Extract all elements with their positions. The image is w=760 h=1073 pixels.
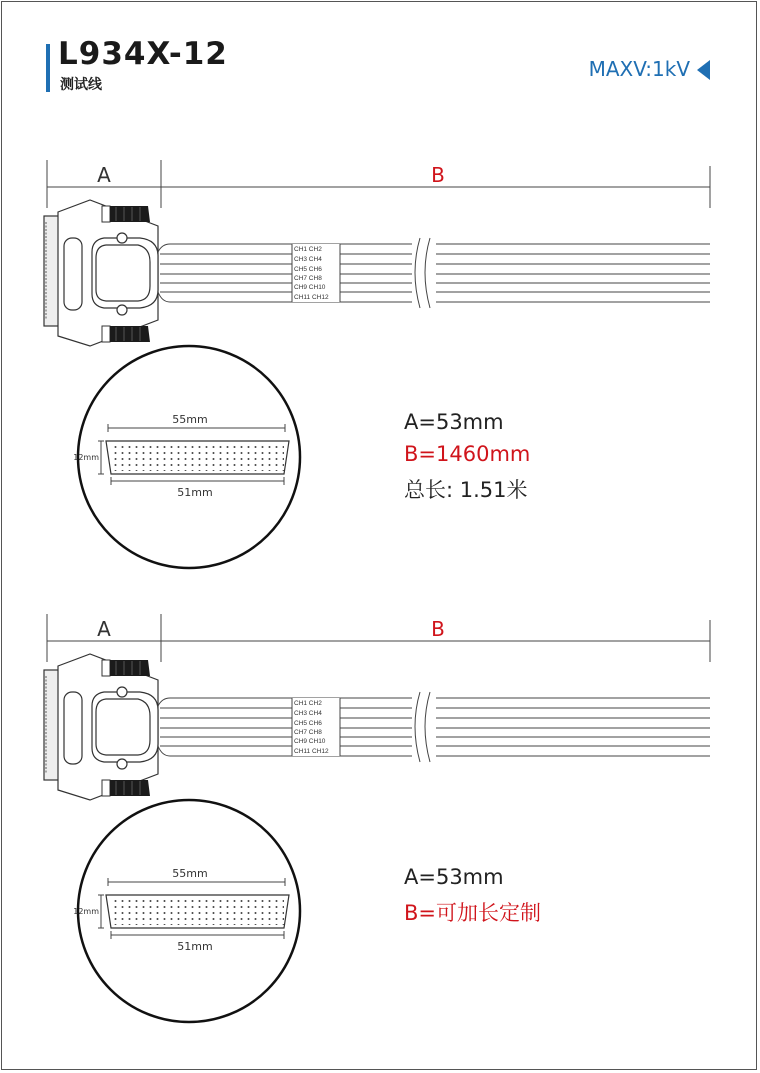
max-voltage-label: MAXV:1kV — [588, 57, 690, 81]
connector-zoom-circle — [73, 800, 300, 1022]
thumb-screw-bottom — [102, 326, 150, 342]
channel-label: CH9 CH10 — [294, 284, 326, 291]
dimension-line — [47, 614, 710, 662]
product-subtitle: 测试线 — [60, 77, 102, 93]
flat-cable — [158, 692, 710, 762]
dimension-b-label: B — [431, 617, 445, 641]
channel-label: CH11 CH12 — [294, 748, 329, 755]
channel-label: CH5 CH6 — [294, 720, 322, 727]
spec-total-length: 总长: 1.51米 — [404, 478, 528, 502]
channel-label: CH7 CH8 — [294, 729, 322, 736]
channel-label: CH3 CH4 — [294, 256, 322, 263]
spec-b-length: B=可加长定制 — [404, 901, 542, 925]
spec-a-length: A=53mm — [404, 865, 504, 889]
flat-cable — [158, 238, 710, 308]
connector-width-bottom: 51mm — [177, 940, 213, 953]
thumb-screw-top — [102, 206, 150, 222]
connector-width-bottom: 51mm — [177, 486, 213, 499]
connector-width-top: 55mm — [172, 867, 208, 880]
spec-b-length: B=1460mm — [404, 442, 531, 466]
spec-a-length: A=53mm — [404, 410, 504, 434]
connector-zoom-circle — [73, 346, 300, 568]
dimension-b-label: B — [431, 163, 445, 187]
channel-label: CH11 CH12 — [294, 294, 329, 301]
channel-label: CH7 CH8 — [294, 275, 322, 282]
thumb-screw-top — [102, 660, 150, 676]
dimension-line — [47, 160, 710, 208]
model-title: L934X-12 — [58, 36, 228, 72]
dimension-a-label: A — [97, 617, 111, 641]
dimension-a-label: A — [97, 163, 111, 187]
thumb-screw-bottom — [102, 780, 150, 796]
channel-label: CH1 CH2 — [294, 246, 322, 253]
channel-label: CH5 CH6 — [294, 266, 322, 273]
connector-height: 12mm — [73, 453, 99, 462]
connector-height: 12mm — [73, 907, 99, 916]
diagram-1 — [44, 160, 710, 568]
channel-label: CH1 CH2 — [294, 700, 322, 707]
connector-width-top: 55mm — [172, 413, 208, 426]
diagram-2 — [44, 614, 710, 1022]
channel-label: CH3 CH4 — [294, 710, 322, 717]
channel-label: CH9 CH10 — [294, 738, 326, 745]
